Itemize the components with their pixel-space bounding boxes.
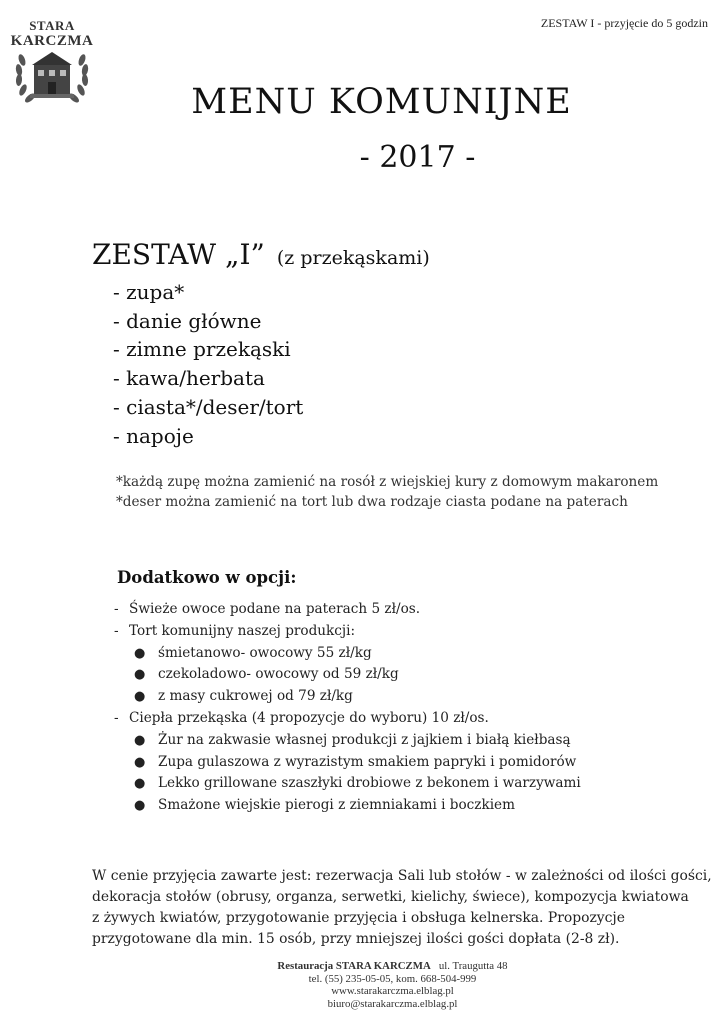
sub-option-text: z masy cukrowej od 79 zł/kg bbox=[158, 688, 353, 705]
option-text: Świeże owoce podane na paterach 5 zł/os. bbox=[129, 601, 421, 617]
list-item: - danie główne bbox=[113, 308, 262, 333]
set-heading bbox=[92, 238, 430, 271]
bullet-icon: ● bbox=[134, 645, 146, 661]
logo-text-line1: STARA bbox=[29, 18, 75, 33]
options-heading: Dodatkowo w opcji: bbox=[117, 568, 297, 587]
option-text: Ciepła przekąska (4 propozycje do wyboru) 10 zł/os. bbox=[129, 709, 489, 726]
page-title: MENU KOMUNIJNE bbox=[191, 82, 572, 122]
footnotes bbox=[116, 472, 658, 512]
sub-option-item bbox=[114, 664, 581, 686]
set-title: ZESTAW „I” bbox=[92, 238, 265, 271]
header-note: ZESTAW I - przyjęcie do 5 godzin bbox=[540, 16, 708, 30]
footer-address: ul. Traugutta 48 bbox=[438, 960, 508, 972]
bullet-icon: ● bbox=[134, 689, 146, 705]
list-item: - ciasta*/deser/tort bbox=[113, 394, 304, 419]
sub-option-text: śmietanowo- owocowy 55 zł/kg bbox=[158, 644, 372, 661]
list-item: - napoje bbox=[113, 423, 194, 448]
list-item: - zupa* bbox=[113, 280, 185, 304]
option-item: - Świeże owoce podane na paterach 5 zł/os. bbox=[114, 601, 421, 617]
closing-paragraph: W cenie przyjęcia zawarte jest: rezerwacja Sali lub stołów - w zależności od ilości gości, dekoracja stołów (obrusy, organza, serwetki, kielichy, świece), kompozycja kwiatowa z żywych kwiatów, przygotowanie przyjęcia i obsługa kelnerska. Propozycje przygotowane dla min. 15 osób, przy mniejszej ilości gości dopłata (2-8 zł). bbox=[92, 868, 712, 947]
option-text: Tort komunijny naszej produkcji: bbox=[129, 622, 356, 639]
options-list bbox=[114, 599, 581, 817]
bullet-icon: ● bbox=[134, 798, 146, 814]
footer-restaurant-name: Restauracja STARA KARCZMA bbox=[277, 960, 431, 972]
list-item: - zimne przekąski bbox=[113, 337, 291, 362]
set-items-list bbox=[113, 278, 303, 450]
sub-option-item bbox=[114, 773, 581, 795]
sub-option-text: Zupa gulaszowa z wyrazistym smakiem papryki i pomidorów bbox=[158, 753, 577, 770]
bullet-icon: ● bbox=[134, 732, 146, 748]
footnote: *deser można zamienić na tort lub dwa rodzaje ciasta podane na paterach bbox=[116, 494, 628, 510]
set-subtitle: (z przekąskami) bbox=[276, 247, 430, 269]
sub-option-item bbox=[114, 686, 581, 708]
sub-option-item bbox=[114, 730, 581, 752]
footer-name-line bbox=[60, 960, 725, 973]
sub-option-item bbox=[114, 643, 581, 665]
sub-option-text: Żur na zakwasie własnej produkcji z jajkiem i białą kiełbasą bbox=[158, 731, 571, 748]
sub-option-text: czekoladowo- owocowy od 59 zł/kg bbox=[158, 666, 399, 683]
footer-phones: tel. (55) 235-05-05, kom. 668-504-999 bbox=[308, 972, 477, 985]
footer-email: biuro@starakarczma.elblag.pl bbox=[327, 997, 458, 1010]
sub-option-item bbox=[114, 752, 581, 774]
sub-option-item bbox=[114, 795, 581, 817]
logo-text-line2: KARCZMA bbox=[10, 33, 94, 49]
page-year: - 2017 - bbox=[359, 140, 476, 175]
option-item: - Tort komunijny naszej produkcji: bbox=[114, 622, 356, 639]
footer bbox=[0, 960, 725, 1010]
list-item: - kawa/herbata bbox=[113, 366, 265, 391]
bullet-icon: ● bbox=[134, 776, 146, 792]
footnote: *każdą zupę można zamienić na rosół z wiejskiej kury z domowym makaronem bbox=[116, 474, 659, 490]
footer-website: www.starakarczma.elblag.pl bbox=[331, 985, 454, 998]
bullet-icon: ● bbox=[134, 754, 146, 770]
bullet-icon: ● bbox=[134, 667, 146, 683]
sub-option-text: Lekko grillowane szaszłyki drobiowe z bekonem i warzywami bbox=[158, 775, 581, 792]
sub-option-text: Smażone wiejskie pierogi z ziemniakami i boczkiem bbox=[158, 797, 515, 814]
option-item: - Ciepła przekąska (4 propozycje do wyboru) 10 zł/os. bbox=[114, 709, 489, 726]
